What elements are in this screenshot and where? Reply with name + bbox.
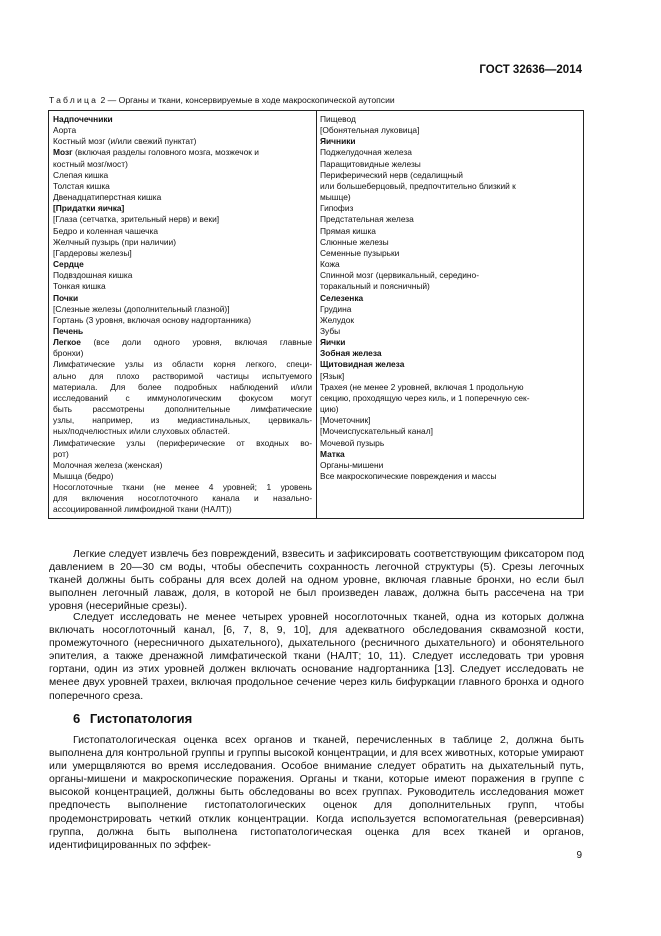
table-row	[53, 415, 312, 426]
table-row	[320, 326, 579, 337]
table-right-column	[317, 111, 583, 518]
row-text: Слюнные железы	[320, 236, 389, 247]
table-row	[53, 404, 312, 415]
table-row	[320, 371, 579, 382]
row-text: цию)	[320, 404, 339, 415]
document-id: ГОСТ 32636—2014	[479, 64, 582, 76]
row-text: Трахея (не менее 2 уровней, включая 1 продольную	[320, 381, 524, 392]
table-row	[320, 237, 579, 248]
row-text: Зубы	[320, 325, 341, 336]
table-row	[53, 493, 312, 504]
row-text: узлы, например, из медиастинальных, цервикаль-	[53, 415, 312, 426]
table-caption	[49, 95, 395, 105]
table-row	[53, 192, 312, 203]
paragraph-text: Гистопатологическая оценка всех органов и тканей, перечисленных в таблице 2, должна быть выполнена для контрольной группы и группы высокой концентрации, и для всех животных, которые умирают или умерщвляются во время исследования. Особое внимание следует обратить на дыхательный путь, органы-мишени и макроскопические поражения. Органы и ткани, которые имеют поражения в группе с высокой концентрацией, должны быть обследованы во всех группах. Руководитель исследования может предпочесть выполнение гистопатологических оценок для дополнительных групп, чтобы продемонстрировать четкий отклик концентрации. Когда используется вспомогательная (реверсивная) группа, должна быть выполнена гистопатологическая оценка для всех тканей и органов, идентифицированных по эффек-	[49, 734, 584, 851]
table-row	[320, 259, 579, 270]
row-text: [Глаза (сетчатка, зрительный нерв) и веки]	[53, 214, 220, 225]
table-row	[53, 136, 312, 147]
organ-label: Легкое	[53, 337, 81, 348]
row-text: для включения носоглоточного канала и назально-	[53, 493, 312, 504]
table-row	[53, 270, 312, 281]
row-text: Гипофиз	[320, 203, 354, 214]
row-text: (включая разделы головного мозга, мозжечок и	[72, 147, 259, 158]
table-row	[320, 147, 579, 158]
table-row	[320, 226, 579, 237]
table-row	[320, 438, 579, 449]
table-row	[53, 159, 312, 170]
paragraph-nasopharyngeal	[49, 611, 584, 703]
row-text: ных/подчелюстных и/или слуховых областей.	[53, 426, 230, 437]
table-row	[320, 170, 579, 181]
row-text: Печень	[53, 325, 84, 336]
row-text: материала. Для более подробных наблюдений и/или	[53, 381, 312, 392]
table-row	[320, 315, 579, 326]
table-row	[320, 304, 579, 315]
table-row	[320, 426, 579, 437]
row-text: Подвздошная кишка	[53, 270, 133, 281]
row-text: Слепая кишка	[53, 169, 109, 180]
table-row	[53, 359, 312, 370]
table-row	[320, 337, 579, 348]
row-text: Семенные пузырьки	[320, 247, 400, 258]
table-row	[53, 471, 312, 482]
row-text: [Слезные железы (дополнительный глазной)]	[53, 303, 230, 314]
table-row	[320, 393, 579, 404]
row-text: Поджелудочная железа	[320, 147, 412, 158]
row-text: [Мочеиспускательный канал]	[320, 426, 433, 437]
table-row	[53, 326, 312, 337]
organ-label: Мозг	[53, 147, 73, 158]
table-row	[53, 214, 312, 225]
table-row	[53, 181, 312, 192]
table-row	[53, 382, 312, 393]
row-text: Периферический нерв (седалищный	[320, 169, 463, 180]
table-row	[320, 382, 579, 393]
page-number: 9	[576, 850, 582, 861]
table-row	[320, 460, 579, 471]
row-text: Желудок	[320, 314, 355, 325]
paragraph-histopathology	[49, 734, 584, 852]
row-text: секцию, проходящую через киль, и 1 поперечную сек-	[320, 392, 530, 403]
table-row	[53, 281, 312, 292]
row-text: Предстательная железа	[320, 214, 414, 225]
table-row	[53, 248, 312, 259]
row-text: Толстая кишка	[53, 180, 110, 191]
row-text: Зобная железа	[320, 348, 382, 359]
row-text: Аорта	[53, 125, 77, 136]
table-row	[320, 114, 579, 125]
table-row	[320, 449, 579, 460]
row-text: [Обонятельная луковица]	[320, 125, 420, 136]
table-row	[320, 214, 579, 225]
row-text: или большеберцовый, предпочтительно близкий к	[320, 180, 516, 191]
table-caption-text: 2 — Органы и ткани, консервируемые в ходе макроскопической аутопсии	[100, 95, 395, 105]
table-row	[320, 248, 579, 259]
table-row	[320, 359, 579, 370]
row-text: Селезенка	[320, 292, 364, 303]
section-title: Гистопатология	[89, 711, 193, 726]
row-text: Прямая кишка	[320, 225, 376, 236]
table-row	[53, 203, 312, 214]
table-row	[53, 426, 312, 437]
table-row	[320, 348, 579, 359]
row-text: Все макроскопические повреждения и массы	[320, 471, 497, 481]
paragraph-lungs	[49, 548, 584, 613]
table-row	[53, 237, 312, 248]
table-row	[53, 393, 312, 404]
table-caption-word: Таблица	[49, 95, 99, 105]
table-row	[53, 304, 312, 315]
table-row	[320, 404, 579, 415]
table-row	[53, 259, 312, 270]
row-text: Спинной мозг (цервикальный, середино-	[320, 270, 479, 281]
row-text: Яичники	[320, 136, 356, 147]
table-row	[320, 415, 579, 426]
table-row	[320, 203, 579, 214]
row-text: быть рассмотрены дополнительные лимфатические	[53, 404, 312, 415]
row-text: Почки	[53, 292, 79, 303]
row-text: Гортань (3 уровня, включая основу надгортанника)	[53, 314, 252, 325]
organs-table	[48, 110, 584, 519]
row-text: Лимфатические узлы из области корня легкого, специ-	[53, 359, 312, 370]
row-text: Костный мозг (и/или свежий пунктат)	[53, 136, 197, 147]
table-row	[53, 170, 312, 181]
table-row	[53, 226, 312, 237]
table-row	[53, 293, 312, 304]
row-text: (все доли одного уровня, включая главные	[80, 337, 312, 348]
row-text: Двенадцатиперстная кишка	[53, 192, 162, 203]
table-row	[53, 449, 312, 460]
table-row	[320, 293, 579, 304]
row-text: [Гардеровы железы]	[53, 247, 132, 258]
table-row	[320, 136, 579, 147]
row-text: Носоглоточные ткани (не менее 4 уровней; 1 уровень	[53, 482, 312, 493]
table-row	[53, 460, 312, 471]
row-text: Мышца (бедро)	[53, 471, 114, 481]
row-text: [Мочеточник]	[320, 415, 371, 426]
row-text: Молочная железа (женская)	[53, 459, 163, 470]
table-row	[320, 192, 579, 203]
table-row	[53, 348, 312, 359]
table-row	[320, 281, 579, 292]
table-row	[320, 270, 579, 281]
row-text: рот)	[53, 448, 69, 459]
table-row	[320, 125, 579, 136]
table-left-column	[49, 111, 317, 518]
row-text: ассоциированной лимфоидной ткани (НАЛТ))	[53, 504, 232, 515]
row-text: Кожа	[320, 259, 340, 270]
table-row	[53, 125, 312, 136]
row-text: Тонкая кишка	[53, 281, 106, 292]
row-text: Паращитовидные железы	[320, 158, 421, 169]
row-text: [Придатки яичка]	[53, 203, 125, 214]
table-row	[53, 482, 312, 493]
row-text: Органы-мишени	[320, 459, 384, 470]
table-row	[53, 371, 312, 382]
row-text: Сердце	[53, 259, 84, 270]
row-text: Пищевод	[320, 114, 356, 124]
table-row	[320, 471, 579, 482]
row-text: Щитовидная железа	[320, 359, 405, 370]
row-text: костный мозг/мост)	[53, 158, 128, 169]
row-text: Лимфатические узлы (периферические от входных во-	[53, 437, 312, 448]
row-text: Грудина	[320, 303, 352, 314]
row-text: Яички	[320, 337, 346, 348]
section-number: 6	[73, 711, 81, 726]
row-text: Мочевой пузырь	[320, 437, 385, 448]
table-row	[53, 315, 312, 326]
row-text: бронхи)	[53, 348, 84, 359]
section-heading	[73, 711, 192, 726]
paragraph-text: Легкие следует извлечь без повреждений, взвесить и зафиксировать соответствующим фиксатором под давлением в 20—30 см воды, чтобы обеспечить сохранность легочной структуры (5). Срезы легочных тканей должны быть собраны для всех долей на одном уровне, включая главные бронхи, но если был выполнен легочный лаваж, доля, в которой не был произведен лаваж, должна быть рассечена на три уровня (несерийные срезы).	[49, 548, 584, 613]
table-row	[53, 438, 312, 449]
row-text: Бедро и коленная чашечка	[53, 225, 159, 236]
row-text: [Язык]	[320, 370, 345, 381]
row-text: торакальный и поясничный)	[320, 281, 430, 292]
table-row	[53, 114, 312, 125]
row-text: ально для плохо растворимой частицы испытуемого	[53, 370, 312, 381]
table-row	[53, 337, 312, 348]
row-text: Надпочечники	[53, 114, 113, 124]
table-row	[320, 181, 579, 192]
table-row	[320, 159, 579, 170]
row-text: исследований с иммунологическим фокусом могут	[53, 392, 312, 403]
row-text: мышце)	[320, 192, 351, 203]
table-row	[53, 147, 312, 158]
row-text: Матка	[320, 448, 345, 459]
paragraph-text: Следует исследовать не менее четырех уровней носоглоточных тканей, одна из которых должна включать носоглоточный канал, [6, 7, 8, 9, 10], для адекватного обследования сквамозной кости, промежуточного (нересничного дыхательного), дыхательного (ресничного дыхательного) и обонятельного эпителия, а также дренажной лимфатической ткани (НАЛТ; 10, 11). Следует исследовать три уровня гортани, один из этих уровней должен включать основание надгортанника [13]. Следует исследовать не менее двух уровней трахеи, включая продольное сечение через киль бифуркации главного бронха и одного поперечного среза.	[49, 611, 584, 702]
table-row	[53, 504, 312, 515]
row-text: Желчный пузырь (при наличии)	[53, 236, 176, 247]
